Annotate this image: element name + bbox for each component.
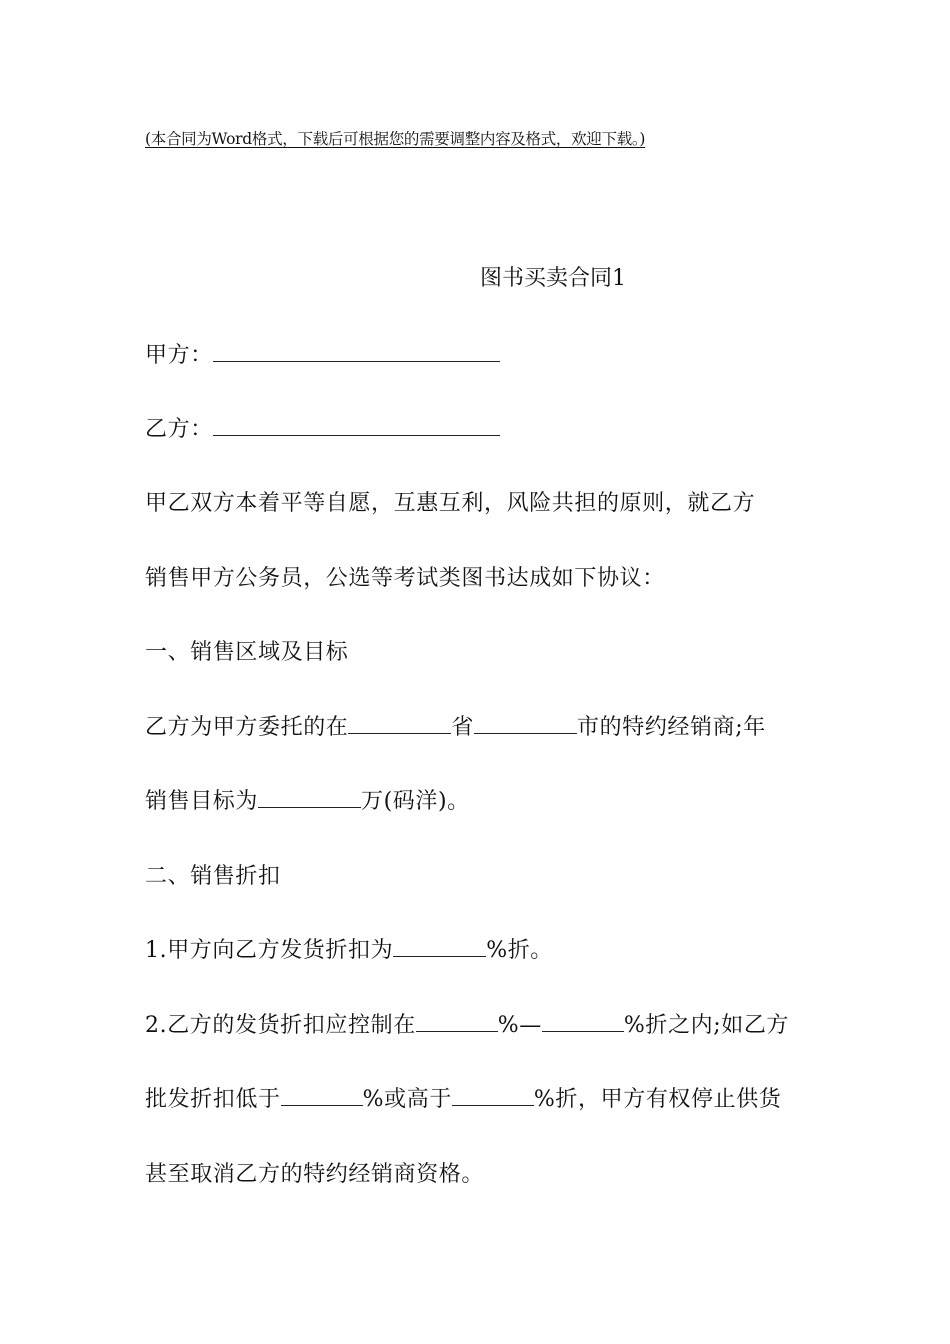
- party-a-line: [145, 338, 500, 369]
- party-a-blank: [213, 360, 500, 362]
- format-notice: (本合同为Word格式，下载后可根据您的需要调整内容及格式，欢迎下载。): [145, 130, 646, 148]
- discount-max-blank: [542, 1030, 624, 1032]
- delivery-discount-blank: [393, 955, 486, 957]
- section-2-item-1: [145, 933, 553, 964]
- intro-line-2: 销售甲方公务员，公选等考试类图书达成如下协议：: [145, 566, 665, 591]
- s1-text-c: 市的特约经销商;年: [577, 715, 766, 740]
- wholesale-low-blank: [281, 1104, 363, 1106]
- contract-title: 图书买卖合同1: [480, 266, 626, 291]
- party-b-blank: [213, 434, 500, 436]
- s2-item2-text-b: %—: [497, 1013, 542, 1038]
- city-blank: [474, 732, 577, 734]
- sales-target-blank: [258, 806, 361, 808]
- section-2-item-2-line-3: 甚至取消乙方的特约经销商资格。: [145, 1162, 485, 1187]
- s2-item1-text-b: %折。: [486, 938, 553, 963]
- discount-min-blank: [416, 1030, 498, 1032]
- s2-item2-text-e: %或高于: [362, 1087, 452, 1112]
- s2-item2-text-f: %折，甲方有权停止供货: [533, 1087, 782, 1112]
- province-blank: [348, 732, 451, 734]
- s1-text-d: 销售目标为: [145, 789, 259, 814]
- s2-item1-text-a: 1.甲方向乙方发货折扣为: [145, 938, 394, 963]
- section-1-heading: 一、销售区域及目标: [145, 640, 349, 665]
- s1-text-a: 乙方为甲方委托的在: [145, 715, 349, 740]
- intro-line-1: 甲乙双方本着平等自愿，互惠互利，风险共担的原则，就乙方: [145, 491, 756, 516]
- section-1-paragraph-line-1: [145, 710, 766, 741]
- section-2-item-2-line-2: [145, 1082, 781, 1113]
- s2-item2-text-a: 2.乙方的发货折扣应控制在: [145, 1013, 416, 1038]
- party-b-label: 乙方：: [145, 417, 213, 442]
- section-2-heading: 二、销售折扣: [145, 864, 281, 889]
- party-b-line: [145, 412, 500, 443]
- s1-text-b: 省: [451, 715, 475, 740]
- wholesale-high-blank: [452, 1104, 534, 1106]
- party-a-label: 甲方：: [145, 343, 213, 368]
- s2-item2-text-c: %折之内;如乙方: [623, 1013, 790, 1038]
- s1-text-e: 万(码洋)。: [361, 789, 470, 814]
- section-1-paragraph-line-2: [145, 784, 470, 815]
- section-2-item-2-line-1: [145, 1008, 789, 1039]
- s2-item2-text-d: 批发折扣低于: [145, 1087, 281, 1112]
